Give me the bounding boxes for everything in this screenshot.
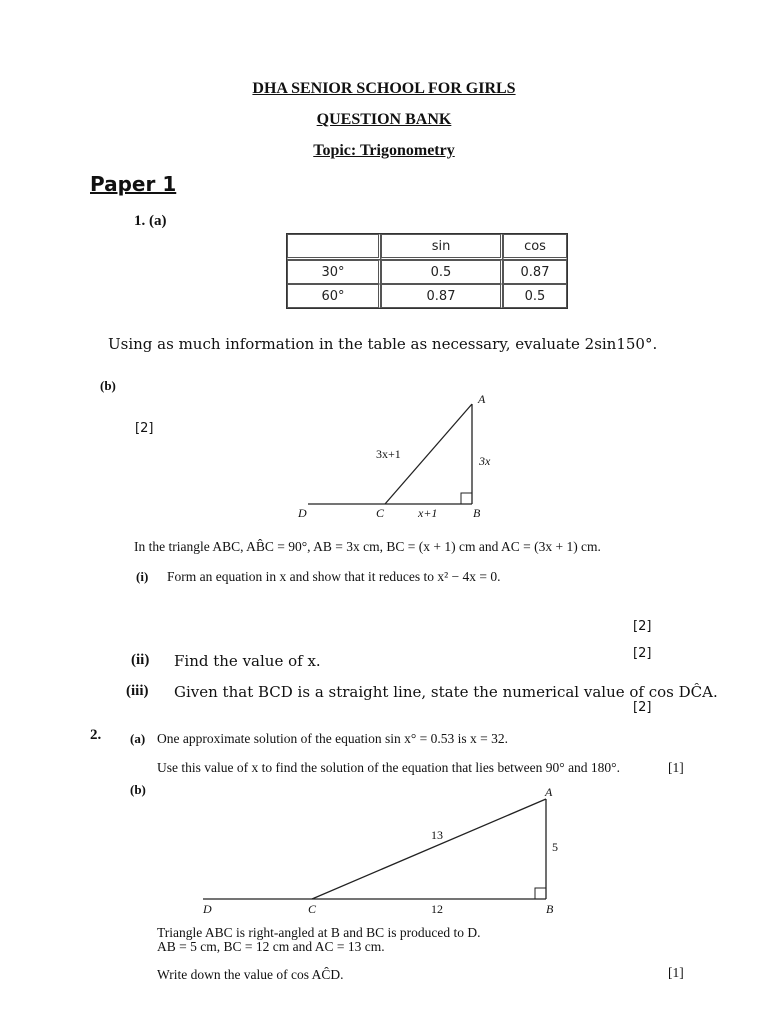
q1biii-mark: [2] bbox=[633, 700, 652, 715]
table-cell bbox=[287, 234, 381, 260]
side-label: 5 bbox=[552, 840, 558, 854]
table-cell: 0.5 bbox=[381, 260, 503, 284]
q2b-label: (b) bbox=[130, 782, 146, 797]
q2a-label: (a) bbox=[130, 731, 146, 746]
table-row bbox=[287, 260, 567, 284]
hypotenuse-label: 3x+1 bbox=[376, 447, 401, 461]
triangle-diagram-2 bbox=[195, 782, 575, 922]
vertex-b-label: B bbox=[546, 902, 554, 916]
table-cell: 0.87 bbox=[381, 284, 503, 308]
q2a-mark: [1] bbox=[668, 760, 684, 775]
vertex-b-label: B bbox=[473, 506, 481, 520]
school-title: DHA SENIOR SCHOOL FOR GIRLS bbox=[252, 80, 516, 97]
q2a-text-2: Use this value of x to find the solution of the equation that lies between 90° and 180°. bbox=[157, 760, 620, 775]
q1bi-label: (i) bbox=[136, 569, 149, 584]
q1a-text: Using as much information in the table as necessary, evaluate 2sin150°. bbox=[108, 335, 658, 353]
table-cell: 0.87 bbox=[503, 260, 567, 284]
q1biii-text: Given that BCD is a straight line, state the numerical value of cos DĈA. bbox=[174, 683, 718, 701]
q2a-text: One approximate solution of the equation sin x° = 0.53 is x = 32. bbox=[157, 731, 508, 746]
topic-title: Topic: Trigonometry bbox=[313, 142, 455, 159]
paper-title: Paper 1 bbox=[90, 172, 177, 196]
vertex-c-label: C bbox=[376, 506, 385, 520]
q1biii-label: (iii) bbox=[126, 683, 149, 699]
q2b-mark: [1] bbox=[668, 965, 684, 980]
q1a-mark: [2] bbox=[135, 421, 154, 436]
table-cell: 30° bbox=[287, 260, 381, 284]
q2b-text-2: AB = 5 cm, BC = 12 cm and AC = 13 cm. bbox=[157, 939, 385, 954]
table-cell: cos bbox=[503, 234, 567, 260]
base-label: x+1 bbox=[418, 506, 438, 520]
trig-table bbox=[286, 233, 568, 309]
q1bi-mark: [2] bbox=[633, 619, 652, 634]
side-label: 3x bbox=[479, 454, 491, 468]
triangle-diagram-1 bbox=[280, 388, 530, 523]
q1bii-mark: [2] bbox=[633, 646, 652, 661]
table-cell: 0.5 bbox=[503, 284, 567, 308]
table-cell: sin bbox=[381, 234, 503, 260]
q1b-text: In the triangle ABC, AB̂C = 90°, AB = 3x cm, BC = (x + 1) cm and AC = (3x + 1) cm. bbox=[134, 539, 601, 554]
q2b-text-1: Triangle ABC is right-angled at B and BC is produced to D. bbox=[157, 925, 481, 940]
q1bii-text: Find the value of x. bbox=[174, 652, 321, 670]
q1bi-text: Form an equation in x and show that it reduces to x² − 4x = 0. bbox=[167, 569, 501, 584]
table-cell: 60° bbox=[287, 284, 381, 308]
q1-label: 1. (a) bbox=[134, 213, 167, 229]
vertex-d-label: D bbox=[298, 506, 307, 520]
vertex-a-label: A bbox=[545, 785, 553, 799]
base-label: 12 bbox=[431, 902, 443, 916]
vertex-a-label: A bbox=[478, 392, 486, 406]
q2b-text-3: Write down the value of cos AĈD. bbox=[157, 967, 344, 982]
vertex-d-label: D bbox=[203, 902, 212, 916]
q1b-label: (b) bbox=[100, 378, 116, 393]
vertex-c-label: C bbox=[308, 902, 317, 916]
table-header-row bbox=[287, 234, 567, 260]
q2-number: 2. bbox=[90, 727, 102, 743]
hypotenuse-label: 13 bbox=[431, 828, 443, 842]
q1bii-label: (ii) bbox=[131, 652, 150, 668]
table-row bbox=[287, 284, 567, 308]
question-bank-title: QUESTION BANK bbox=[316, 111, 452, 128]
